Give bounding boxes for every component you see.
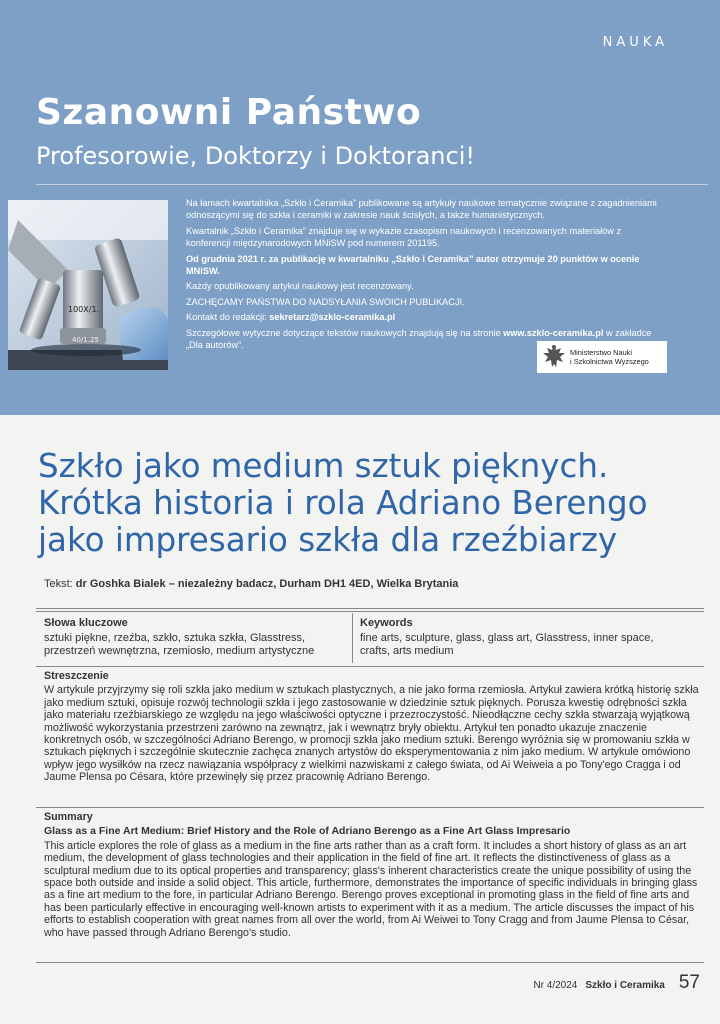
journal-name: Szkło i Ceramika: [585, 980, 665, 991]
contact-prefix: Kontakt do redakcji:: [186, 312, 270, 323]
keywords-en: [360, 617, 660, 658]
info-highlight: Od grudnia 2021 r. za publikację w kwartalniku „Szkło i Ceramika” autor otrzymuje 20 punktów w ocenie MNiSW.: [186, 253, 640, 277]
author-line: [44, 578, 458, 590]
article-title-line: Szkło jako medium sztuk pięknych.: [38, 447, 609, 485]
info-paragraph: Kwartalnik „Szkło i Ceramika” znajduje się w wykazie czasopism naukowych i recenzowanych materiałów z konferencji międzynarodowych MNiSW pod numerem 201195.: [186, 225, 622, 249]
keywords-en-heading: Keywords: [360, 617, 413, 629]
abstract-pl: [44, 670, 700, 784]
info-paragraph: ZACHĘCAMY PAŃSTWA DO NADSYŁANIA SWOICH PUBLIKACJI.: [186, 296, 465, 307]
author-name: dr Goshka Bialek – niezależny badacz, Durham DH1 4ED, Wielka Brytania: [75, 578, 459, 590]
details-prefix: Szczegółowe wytyczne dotyczące tekstów naukowych znajdują się na stronie: [186, 327, 504, 338]
lens-label-bottom: 40/1.25: [72, 336, 99, 344]
divider: [36, 608, 704, 609]
article-title-line: Krótka historia i rola Adriano Berengo: [38, 484, 648, 522]
keywords-pl: [44, 617, 344, 658]
page-footer: [533, 972, 700, 994]
divider: [36, 962, 704, 963]
announcement-banner: [0, 0, 720, 415]
summary-en: [44, 811, 700, 939]
section-label: NAUKA: [602, 35, 668, 50]
divider: [36, 611, 704, 612]
eagle-emblem-icon: [541, 343, 567, 371]
info-paragraph: Każdy opublikowany artykuł naukowy jest recenzowany.: [186, 281, 414, 292]
article-title-line: jako impresario szkła dla rzeźbiarzy: [38, 521, 618, 559]
page-number: 57: [678, 972, 700, 993]
banner-divider: [36, 184, 708, 185]
microscope-photo: [8, 200, 168, 370]
summary-text: This article explores the role of glass as a medium in the fine arts rather than as a craft form. It includes a short history of glass as an art medium, the development of glass technologies and their application in the field of fine art. It reflects the distinctiveness of glass as a sculptural medium due to its optical properties and transparency; glass's inherent characteristics create the unique possibility of using the space both outside and inside a solid object. This article, furthermore, demonstrates the importance of specific individuals in bringing glass as a fine art medium to the fore, in particular Adriano Berengo. Berengo proves exceptional in promoting glass in the field of fine arts and has been particularly effective in encouraging well-known artists to experiment with it as a medium. The article discusses the impact of his efforts to establish cooperation with great names from all over the world, from Ai Weiwei to Tony Cragg and from Jaume Plensa to César, who have passed through Adriano Berengo's studio.: [44, 839, 698, 939]
ministry-logo: [537, 341, 667, 373]
divider: [36, 666, 704, 667]
info-paragraph: Na łamach kwartalnika „Szkło i Ceramika” publikowane są artykuły naukowe tematycznie związane z zagadnieniami odnoszącymi się do szkła i ceramiki w zakresie nauk ścisłych, a także humanistycznych.: [186, 198, 657, 221]
keywords-pl-text: sztuki piękne, rzeźba, szkło, sztuka szkła, Glasstress, przestrzeń wewnętrzna, rzemiosło, medium artystyczne: [44, 632, 315, 657]
keywords-pl-heading: Słowa kluczowe: [44, 617, 128, 629]
website-link[interactable]: www.szklo-ceramika.pl: [503, 327, 604, 338]
contact-line: [186, 311, 666, 323]
lens-label-top: 100X/1.: [68, 305, 100, 314]
divider: [36, 807, 704, 808]
ministry-name-line1: Ministerstwo Nauki: [570, 348, 633, 357]
ministry-name-line2: i Szkolnictwa Wyższego: [570, 357, 649, 366]
issue-number: Nr 4/2024: [533, 980, 578, 991]
banner-title: Szanowni Państwo: [36, 92, 422, 133]
info-text: [186, 197, 666, 354]
article-title: [38, 448, 698, 559]
column-divider: [352, 613, 353, 663]
keywords-en-text: fine arts, sculpture, glass, glass art, Glasstress, inner space, crafts, arts medium: [360, 632, 654, 657]
summary-title: Glass as a Fine Art Medium: Brief History and the Role of Adriano Berengo as a Fine Art Glass Impresario: [44, 825, 571, 838]
abstract-pl-text: W artykule przyjrzymy się roli szkła jako medium w sztukach plastycznych, a nie jako forma rzemiosła. Artykuł zawiera krótką historię szkła jako medium sztuki, opisuje rozwój technologii szkła i jego zastosowanie w dziedzinie sztuk pięknych. Porusza kwestię odrębności szkła jako materiału rzeźbiarskiego ze względu na jego właściwości optyczne i przezroczystość. Nieodłączne cechy szkła stwarzają wyjątkową możliwość wykorzystania przestrzeni zarówno na zewnątrz, jak i wewnątrz bryły obiektu. Artykuł ten ponadto ukazuje znaczenie konkretnych osób, w szczególności Adriano Berengo, w promocji szkła jako medium sztuki. Berengo wyróżnia się w promowaniu szkła w sztukach pięknych i szczególnie skutecznie zachęca znanych artystów do eksperymentowania z nim jako medium. W artykule omówiono wpływ jego wysiłków na rzecz nawiązania współpracy z wielkimi nazwiskami z całego świata, od Ai Weiweia a po Tony'ego Cragga i od Jaume Plensa po Césara, które przewinęły się przez pracownię Adriano Berengo.: [44, 684, 699, 784]
banner-subtitle: Profesorowie, Doktorzy i Doktoranci!: [36, 142, 475, 170]
contact-email-link[interactable]: sekretarz@szklo-ceramika.pl: [269, 312, 396, 323]
summary-heading: Summary: [44, 811, 93, 823]
author-prefix: Tekst:: [44, 578, 76, 590]
abstract-pl-heading: Streszczenie: [44, 670, 109, 682]
details-suffix: w zakładce „Dla autorów”.: [186, 327, 652, 351]
